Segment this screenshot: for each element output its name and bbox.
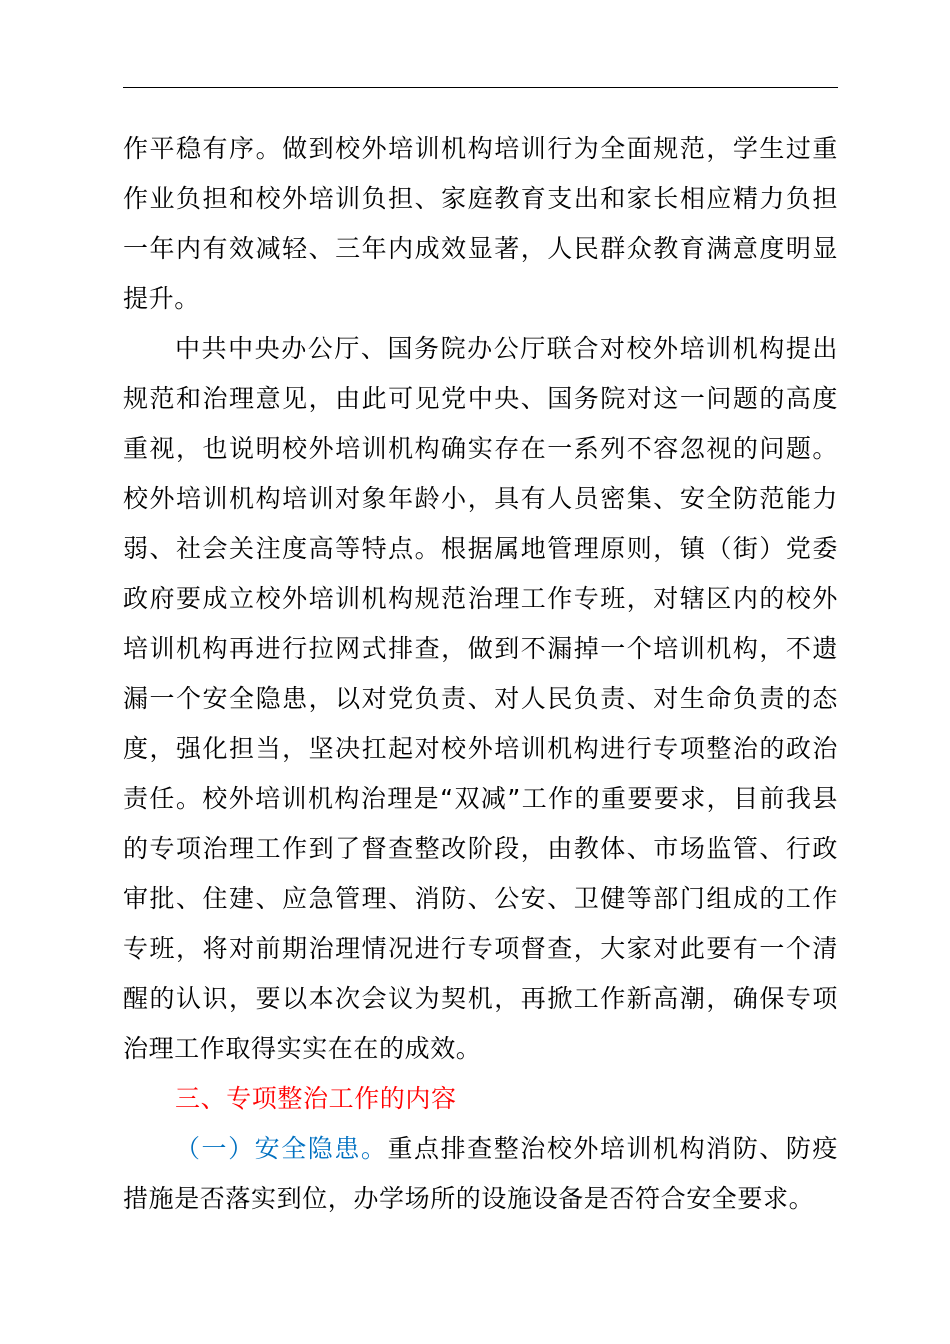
subsection-text: 重点排查整治校外培训机构消防、防疫措施是否落实到位，办学场所的设施设备是否符合安全要求。 <box>123 1134 838 1213</box>
section-heading: 三、专项整治工作的内容 <box>175 1084 457 1113</box>
subsection-safety-hazards <box>123 1124 838 1224</box>
paragraph-central-office-opinion: 中共中央办公厅、国务院办公厅联合对校外培训机构提出规范和治理意见，由此可见党中央、国务院对这一问题的高度重视，也说明校外培训机构确实存在一系列不容忽视的问题。校外培训机构培训对象年龄小，具有人员密集、安全防范能力弱、社会关注度高等特点。根据属地管理原则，镇（街）党委政府要成立校外培训机构规范治理工作专班，对辖区内的校外培训机构再进行拉网式排查，做到不漏掉一个培训机构，不遗漏一个安全隐患，以对党负责、对人民负责、对生命负责的态度，强化担当，坚决扛起对校外培训机构进行专项整治的政治责任。校外培训机构治理是“双减”工作的重要要求，目前我县的专项治理工作到了督查整改阶段，由教体、市场监管、行政审批、住建、应急管理、消防、公安、卫健等部门组成的工作专班，将对前期治理情况进行专项督查，大家对此要有一个清醒的认识，要以本次会议为契机，再掀工作新高潮，确保专项治理工作取得实实在在的成效。 <box>123 334 838 1063</box>
subsection-lead: （一）安全隐患。 <box>175 1134 388 1163</box>
paragraph-continued: 作平稳有序。做到校外培训机构培训行为全面规范，学生过重作业负担和校外培训负担、家庭教育支出和家长相应精力负担一年内有效减轻、三年内成效显著，人民群众教育满意度明显提升。 <box>123 134 838 313</box>
document-body <box>123 124 838 1224</box>
header-rule <box>123 87 838 88</box>
